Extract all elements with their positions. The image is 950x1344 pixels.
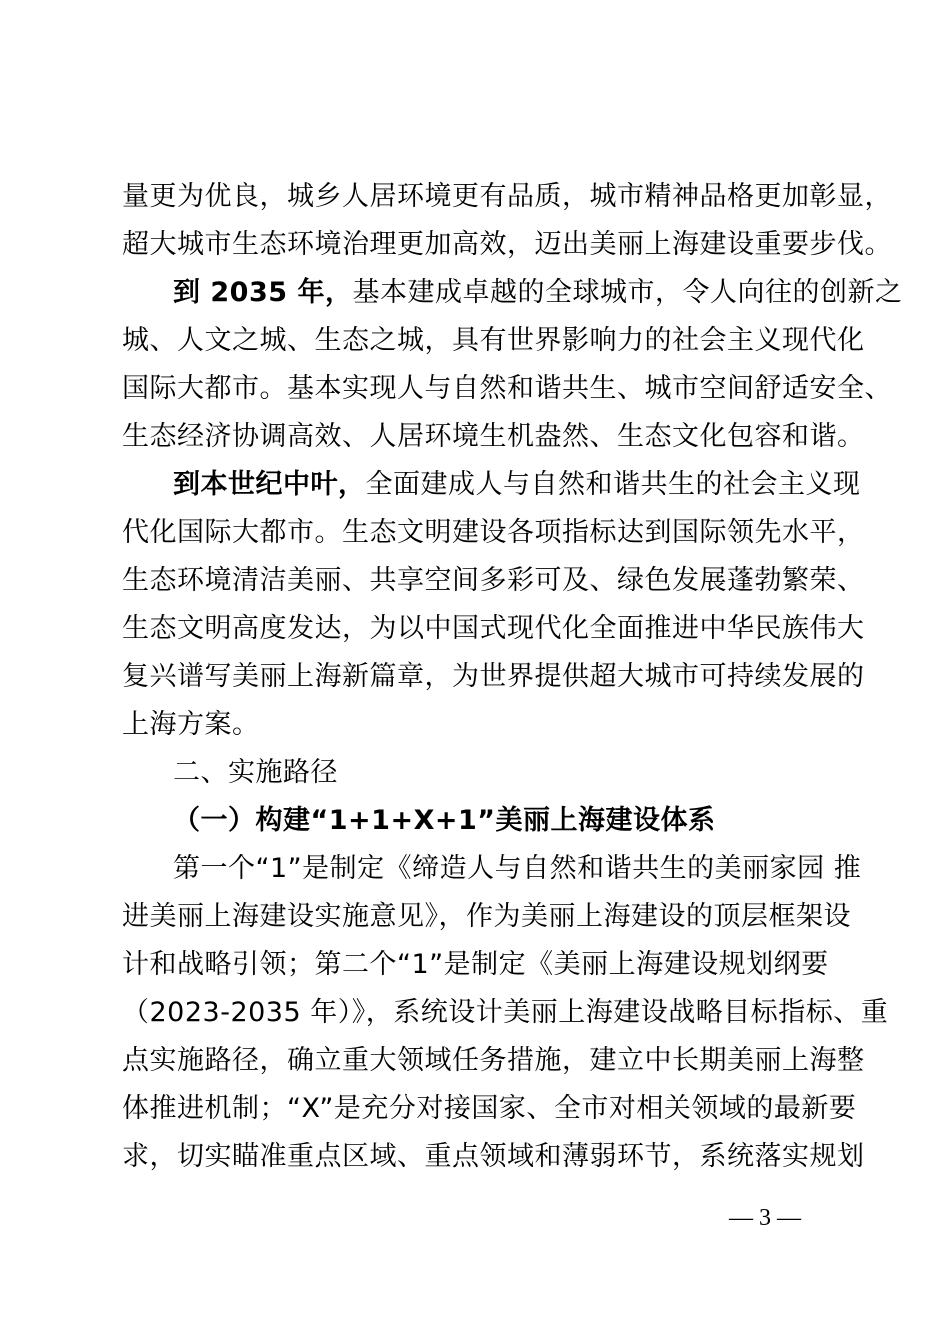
body-line: 超大城市生态环境治理更加高效，迈出美丽上海建设重要步伐。 xyxy=(122,229,892,260)
body-line: 进美丽上海建设实施意见》，作为美丽上海建设的顶层框架设 xyxy=(122,901,851,932)
body-line: 计和战略引领；第二个“1”是制定《美丽上海建设规划纲要 xyxy=(122,949,829,980)
paragraph-2035-first-line xyxy=(173,273,903,313)
body-line: 生态经济协调高效、人居环境生机盎然、生态文化包容和谐。 xyxy=(122,421,865,452)
body-line: 点实施路径，确立重大领域任务措施，建立中长期美丽上海整 xyxy=(122,1045,865,1076)
subsection-heading: （一）构建“1+1+X+1”美丽上海建设体系 xyxy=(173,805,716,836)
paragraph-text: 全面建成人与自然和谐共生的社会主义现 xyxy=(365,469,861,500)
body-line: 第一个“1”是制定《缔造人与自然和谐共生的美丽家园 推 xyxy=(173,853,862,884)
body-line: （2023-2035 年）》，系统设计美丽上海建设战略目标指标、重 xyxy=(122,997,889,1028)
body-line: 复兴谱写美丽上海新篇章，为世界提供超大城市可持续发展的 xyxy=(122,661,865,692)
body-line: 生态文明高度发达，为以中国式现代化全面推进中华民族伟大 xyxy=(122,613,865,644)
body-line: 上海方案。 xyxy=(122,709,260,740)
page-number: — 3 — xyxy=(729,1205,801,1231)
body-line: 体推进机制；“X”是充分对接国家、全市对相关领域的最新要 xyxy=(122,1093,857,1124)
paragraph-lead-midcentury: 到本世纪中叶， xyxy=(173,469,366,500)
paragraph-text: 基本建成卓越的全球城市，令人向往的创新之 xyxy=(352,277,903,308)
paragraph-midcentury-first-line xyxy=(173,465,861,505)
body-line: 国际大都市。基本实现人与自然和谐共生、城市空间舒适安全、 xyxy=(122,373,892,404)
body-line: 代化国际大都市。生态文明建设各项指标达到国际领先水平， xyxy=(122,517,865,548)
section-heading: 二、实施路径 xyxy=(173,757,338,788)
body-line: 求，切实瞄准重点区域、重点领域和薄弱环节，系统落实规划 xyxy=(122,1141,865,1172)
paragraph-lead-2035: 到 2035 年， xyxy=(173,277,353,308)
body-line: 生态环境清洁美丽、共享空间多彩可及、绿色发展蓬勃繁荣、 xyxy=(122,565,865,596)
body-line: 量更为优良，城乡人居环境更有品质，城市精神品格更加彰显， xyxy=(122,181,892,212)
body-line: 城、人文之城、生态之城，具有世界影响力的社会主义现代化 xyxy=(122,325,865,356)
